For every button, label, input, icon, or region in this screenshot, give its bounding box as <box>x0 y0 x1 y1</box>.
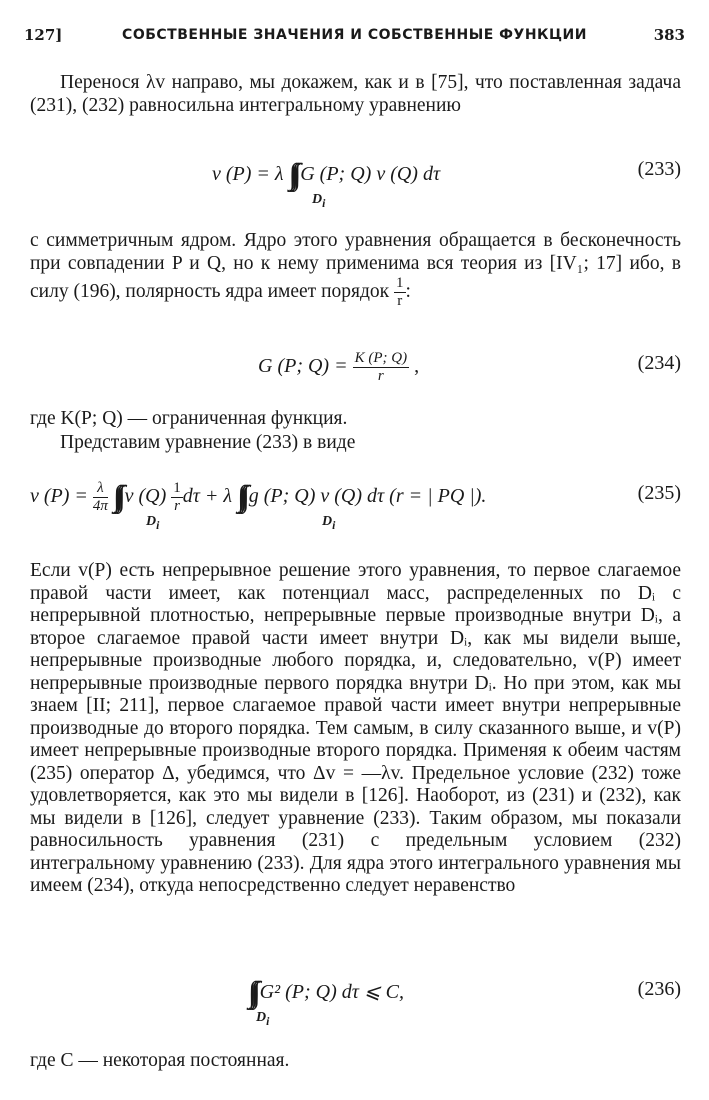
eq235-coefficient: $\frac{\lambda}{4\pi}$ <box>92 480 108 514</box>
eq235-domain-1: $D_i$ <box>146 514 160 532</box>
running-title: СОБСТВЕННЫЕ ЗНАЧЕНИЯ И СОБСТВЕННЫЕ ФУНКЦИИ <box>122 27 587 43</box>
paragraph-2-end: : <box>405 280 411 302</box>
paragraph-2-text: с симметричным ядром. Ядро этого уравнения обращается в бесконечность при совпадении P и Q, но к нему применима вся теория из [IV₁; 17] ибо, в силу (196), полярность ядра имеет порядок <box>30 230 681 302</box>
eq234-lhs: G (P; Q) = <box>258 355 348 378</box>
eq233-integrand: G (P; Q) v (Q) dτ <box>300 163 441 185</box>
paragraph-2 <box>30 230 681 310</box>
paragraph-3: где K(P; Q) — ограниченная функция. <box>30 408 348 429</box>
fraction-1-over-r: $\frac{1}{r}$ <box>396 275 404 309</box>
page-number: 383 <box>653 26 685 44</box>
equation-234 <box>30 342 681 392</box>
eq236-domain: $D_i$ <box>256 1010 270 1028</box>
eq235-term1-b: dτ + λ <box>182 485 233 508</box>
triple-integral-sign-2: ∫∫∫ <box>237 480 244 514</box>
equation-235 <box>30 472 681 538</box>
equation-236 <box>30 968 681 1032</box>
eq234-tail: , <box>414 355 420 378</box>
eq233-lhs: v (P) = λ <box>212 163 284 185</box>
page-header <box>24 26 685 50</box>
paragraph-6: где C — некоторая постоянная. <box>30 1050 290 1071</box>
eq236-number: (236) <box>637 978 681 1000</box>
equation-233 <box>30 150 681 214</box>
triple-integral-sign: ∫∫∫ <box>288 158 296 191</box>
paragraph-1: Перенося λv направо, мы докажем, как и в [75], что поставленная задача (231), (232) равносильна интегральному уравнению <box>30 72 681 116</box>
paragraph-5: Если v(P) есть непрерывное решение этого уравнения, то первое слагаемое правой части имеет, как потенциал масс, распределенных по Dᵢ с непрерывной плотностью, непрерывные первые производные внутри Dᵢ, а второе слагаемое правой части имеет внутри Dᵢ, как мы видели выше, непрерывные производные любого порядка, и, следовательно, v(P) имеет непрерывные производные первого порядка внутри Dᵢ. Но при этом, как мы знаем [II; 211], первое слагаемое правой части имеет внутри непрерывные производные до второго порядка. Тем самым, в силу сказанного выше, и v(P) имеет непрерывные производные второго порядка. Применяя к обеим частям (235) оператор Δ, убедимся, что Δv = —λv. Предельное условие (232) тоже удовлетворяется, как это мы видели в [126]. Наоборот, из (231) и (232), как мы видели в [126], следует уравнение (233). Таким образом, мы показали равносильность уравнения (231) с предельным условием (232) интегральному уравнению (233). Для ядра этого интегрального уравнения мы имеем (234), откуда непосредственно следует неравенство <box>30 560 681 896</box>
eq234-number: (234) <box>637 352 681 374</box>
eq233-number: (233) <box>637 158 681 180</box>
eq235-number: (235) <box>637 482 681 504</box>
eq233-domain: $D_i$ <box>312 192 326 210</box>
eq235-fraction: $\frac{1}{r}$ <box>173 480 181 514</box>
eq234-fraction: $\frac{K (P; Q)}{r}$ <box>354 350 408 384</box>
section-number: 127] <box>24 26 63 44</box>
eq235-term2: g (P; Q) v (Q) dτ (r = | PQ |). <box>248 485 487 508</box>
eq235-lhs: v (P) = <box>30 485 88 508</box>
paragraph-4: Представим уравнение (233) в виде <box>60 432 356 453</box>
triple-integral-sign-1: ∫∫∫ <box>112 480 120 514</box>
eq235-domain-2: $D_i$ <box>322 514 336 532</box>
triple-integral-sign-3: ∫∫∫ <box>248 976 255 1009</box>
eq236-integrand: G² (P; Q) dτ ⩽ C, <box>259 981 404 1003</box>
eq235-term1-a: v (Q) <box>124 485 167 508</box>
